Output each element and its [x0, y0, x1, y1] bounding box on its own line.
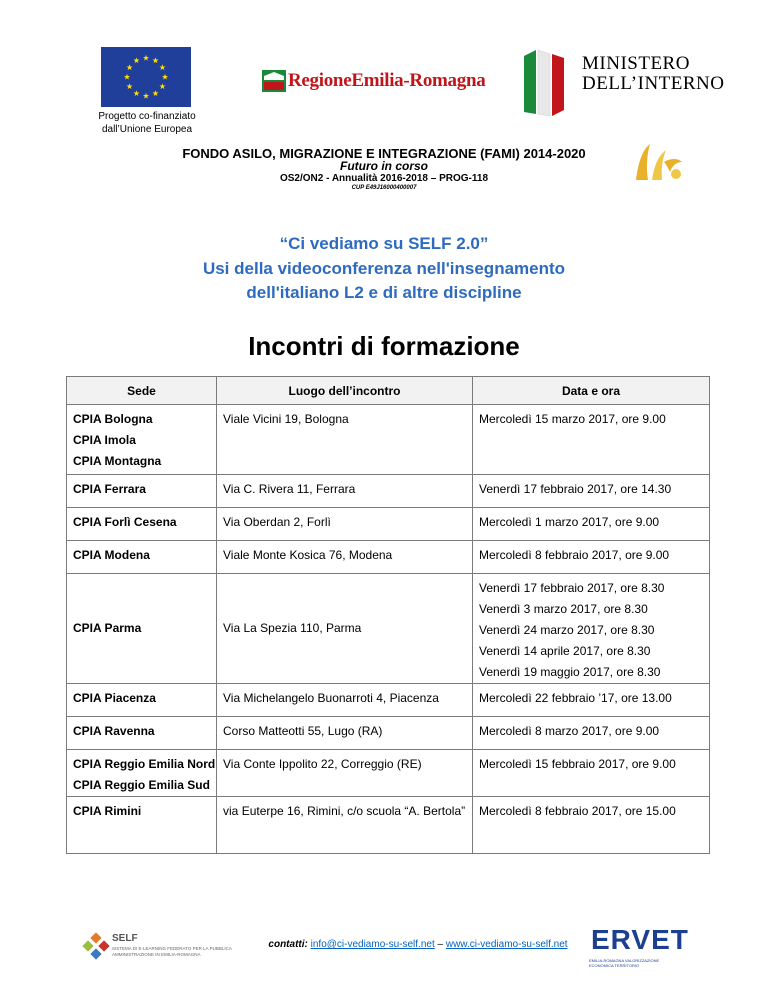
- cell-luogo: via Euterpe 16, Rimini, c/o scuola “A. Bertola”: [217, 797, 473, 854]
- eu-star-icon: [133, 90, 139, 96]
- cell-data-ora: [472, 574, 709, 684]
- cell-data-ora: [472, 684, 709, 717]
- eu-flag-logo: [101, 47, 191, 107]
- cell-luogo: Viale Monte Kosica 76, Modena: [217, 541, 473, 574]
- ministero-interno-logo: [520, 48, 725, 118]
- date-entry: Venerdì 3 marzo 2017, ore 8.30: [478, 602, 648, 616]
- futuro-in-corso-logo: [632, 140, 684, 184]
- meetings-table: [66, 376, 710, 854]
- self-logo-caption: SISTEMA DI E-LEARNING FEDERATO PER LA PUBBLICA AMMINISTRAZIONE IN EMILIA-ROMAGNA: [112, 946, 232, 957]
- eu-star-icon: [124, 74, 130, 80]
- table-header-row: [67, 377, 710, 405]
- ervet-tagline: EMILIA-ROMAGNA VALORIZZAZIONE ECONOMICA TERRITORIO: [589, 958, 660, 968]
- eu-cofinancing-caption: Progetto co-finanziato dall’Unione Europea: [98, 111, 196, 135]
- table-body: [67, 405, 710, 854]
- website-link[interactable]: www.ci-vediamo-su-self.net: [445, 939, 568, 950]
- sede-name: CPIA Rimini: [73, 804, 142, 818]
- eu-star-icon: [152, 57, 158, 63]
- ministero-line1: MINISTERO: [582, 53, 690, 74]
- ministero-line2: DELL’INTERNO: [582, 73, 725, 94]
- fund-title: FONDO ASILO, MIGRAZIONE E INTEGRAZIONE (FAMI) 2014-2020: [182, 146, 586, 161]
- sede-name: CPIA Ferrara: [73, 482, 146, 496]
- cell-luogo: Via Oberdan 2, Forlì: [217, 508, 473, 541]
- cell-sede: [67, 541, 217, 574]
- cell-sede: [67, 475, 217, 508]
- eu-star-icon: [159, 64, 165, 70]
- cell-luogo: Via Conte Ippolito 22, Correggio (RE): [217, 750, 473, 797]
- eu-stars-icon: [101, 47, 191, 107]
- table-row: [67, 684, 710, 717]
- futuro-in-corso-icon: [632, 140, 684, 184]
- rer-emblem-icon: [262, 70, 286, 92]
- date-entry: Mercoledì 15 marzo 2017, ore 9.00: [478, 412, 666, 426]
- cell-sede: [67, 405, 217, 475]
- eu-star-icon: [162, 74, 168, 80]
- fund-cup: CUP E49J16000400007: [351, 185, 417, 191]
- project-title: “Ci vediamo su SELF 2.0”: [279, 234, 489, 253]
- self-mosaic-icon: [82, 930, 116, 964]
- date-entry: Venerdì 24 marzo 2017, ore 8.30: [478, 623, 655, 637]
- header-sede: Sede: [67, 377, 217, 405]
- eu-star-icon: [127, 83, 133, 89]
- italian-flag-emblem-icon: [520, 48, 576, 118]
- table-row: [67, 541, 710, 574]
- sede-name: CPIA Reggio Emilia Sud: [73, 778, 210, 792]
- section-title: Incontri di formazione: [248, 331, 520, 361]
- rer-logo-text: RegioneEmilia-Romagna: [288, 70, 486, 91]
- ervet-logo-text: ERVET: [591, 924, 689, 955]
- contacts-label: contatti:: [268, 939, 308, 950]
- eu-star-icon: [143, 93, 149, 99]
- cell-sede: [67, 684, 217, 717]
- eu-star-icon: [133, 57, 139, 63]
- cell-data-ora: [472, 405, 709, 475]
- table-row: [67, 717, 710, 750]
- date-entry: Venerdì 17 febbraio 2017, ore 14.30: [478, 482, 672, 496]
- cell-data-ora: [472, 541, 709, 574]
- cell-sede: [67, 750, 217, 797]
- eu-star-icon: [159, 83, 165, 89]
- date-entry: Venerdì 19 maggio 2017, ore 8.30: [478, 665, 661, 679]
- cell-data-ora: [472, 508, 709, 541]
- self-logo: [82, 930, 242, 964]
- project-subtitle-line1: Usi della videoconferenza nell'insegnamento: [202, 259, 566, 278]
- sede-name: CPIA Imola: [73, 433, 136, 447]
- cell-luogo: Via La Spezia 110, Parma: [217, 574, 473, 684]
- sede-name: CPIA Piacenza: [73, 691, 156, 705]
- date-entry: Mercoledì 8 febbraio 2017, ore 15.00: [478, 804, 676, 818]
- sede-name: CPIA Ravenna: [73, 724, 155, 738]
- cell-data-ora: [472, 797, 709, 854]
- table-row: [67, 797, 710, 854]
- contacts-separator: –: [437, 939, 444, 950]
- table-row: [67, 750, 710, 797]
- cell-luogo: Via C. Rivera 11, Ferrara: [217, 475, 473, 508]
- sede-name: CPIA Montagna: [73, 454, 162, 468]
- fund-subtitle: Futuro in corso: [340, 159, 428, 173]
- sede-name: CPIA Modena: [73, 548, 150, 562]
- sede-name: CPIA Forlì Cesena: [73, 515, 177, 529]
- contact-email-link[interactable]: info@ci-vediamo-su-self.net: [310, 939, 435, 950]
- fund-code: OS2/ON2 - Annualità 2016-2018 – PROG-118: [279, 173, 489, 184]
- date-entry: Mercoledì 22 febbraio ’17, ore 13.00: [478, 691, 672, 705]
- cell-data-ora: [472, 750, 709, 797]
- regione-emilia-romagna-logo: [262, 68, 486, 94]
- cell-luogo: Corso Matteotti 55, Lugo (RA): [217, 717, 473, 750]
- sede-name: CPIA Reggio Emilia Nord: [73, 757, 216, 771]
- sede-name: CPIA Parma: [73, 621, 142, 635]
- date-entry: Mercoledì 1 marzo 2017, ore 9.00: [478, 515, 660, 529]
- table-row: [67, 405, 710, 475]
- header-data-ora: Data e ora: [472, 377, 709, 405]
- eu-star-icon: [152, 90, 158, 96]
- date-entry: Mercoledì 8 febbraio 2017, ore 9.00: [478, 548, 670, 562]
- date-entry: Venerdì 17 febbraio 2017, ore 8.30: [478, 581, 665, 595]
- project-subtitle-line2: dell'italiano L2 e di altre discipline: [246, 283, 522, 302]
- table-row: [67, 508, 710, 541]
- eu-star-icon: [143, 55, 149, 61]
- cell-sede: [67, 797, 217, 854]
- date-entry: Venerdì 14 aprile 2017, ore 8.30: [478, 644, 651, 658]
- cell-data-ora: [472, 717, 709, 750]
- date-entry: Mercoledì 8 marzo 2017, ore 9.00: [478, 724, 660, 738]
- cell-luogo: Viale Vicini 19, Bologna: [217, 405, 473, 475]
- date-entry: Mercoledì 15 febbraio 2017, ore 9.00: [478, 757, 676, 771]
- sede-name: CPIA Bologna: [73, 412, 153, 426]
- cell-sede: [67, 717, 217, 750]
- header-luogo: Luogo dell’incontro: [217, 377, 473, 405]
- table-row: [67, 574, 710, 684]
- footer-contacts: [230, 939, 606, 950]
- ervet-logo: [589, 920, 689, 968]
- cell-data-ora: [472, 475, 709, 508]
- cell-sede: [67, 508, 217, 541]
- self-logo-text: SELF: [112, 933, 138, 944]
- ministero-text: [582, 54, 725, 94]
- cell-luogo: Via Michelangelo Buonarroti 4, Piacenza: [217, 684, 473, 717]
- table-row: [67, 475, 710, 508]
- eu-star-icon: [127, 64, 133, 70]
- cell-sede: [67, 574, 217, 684]
